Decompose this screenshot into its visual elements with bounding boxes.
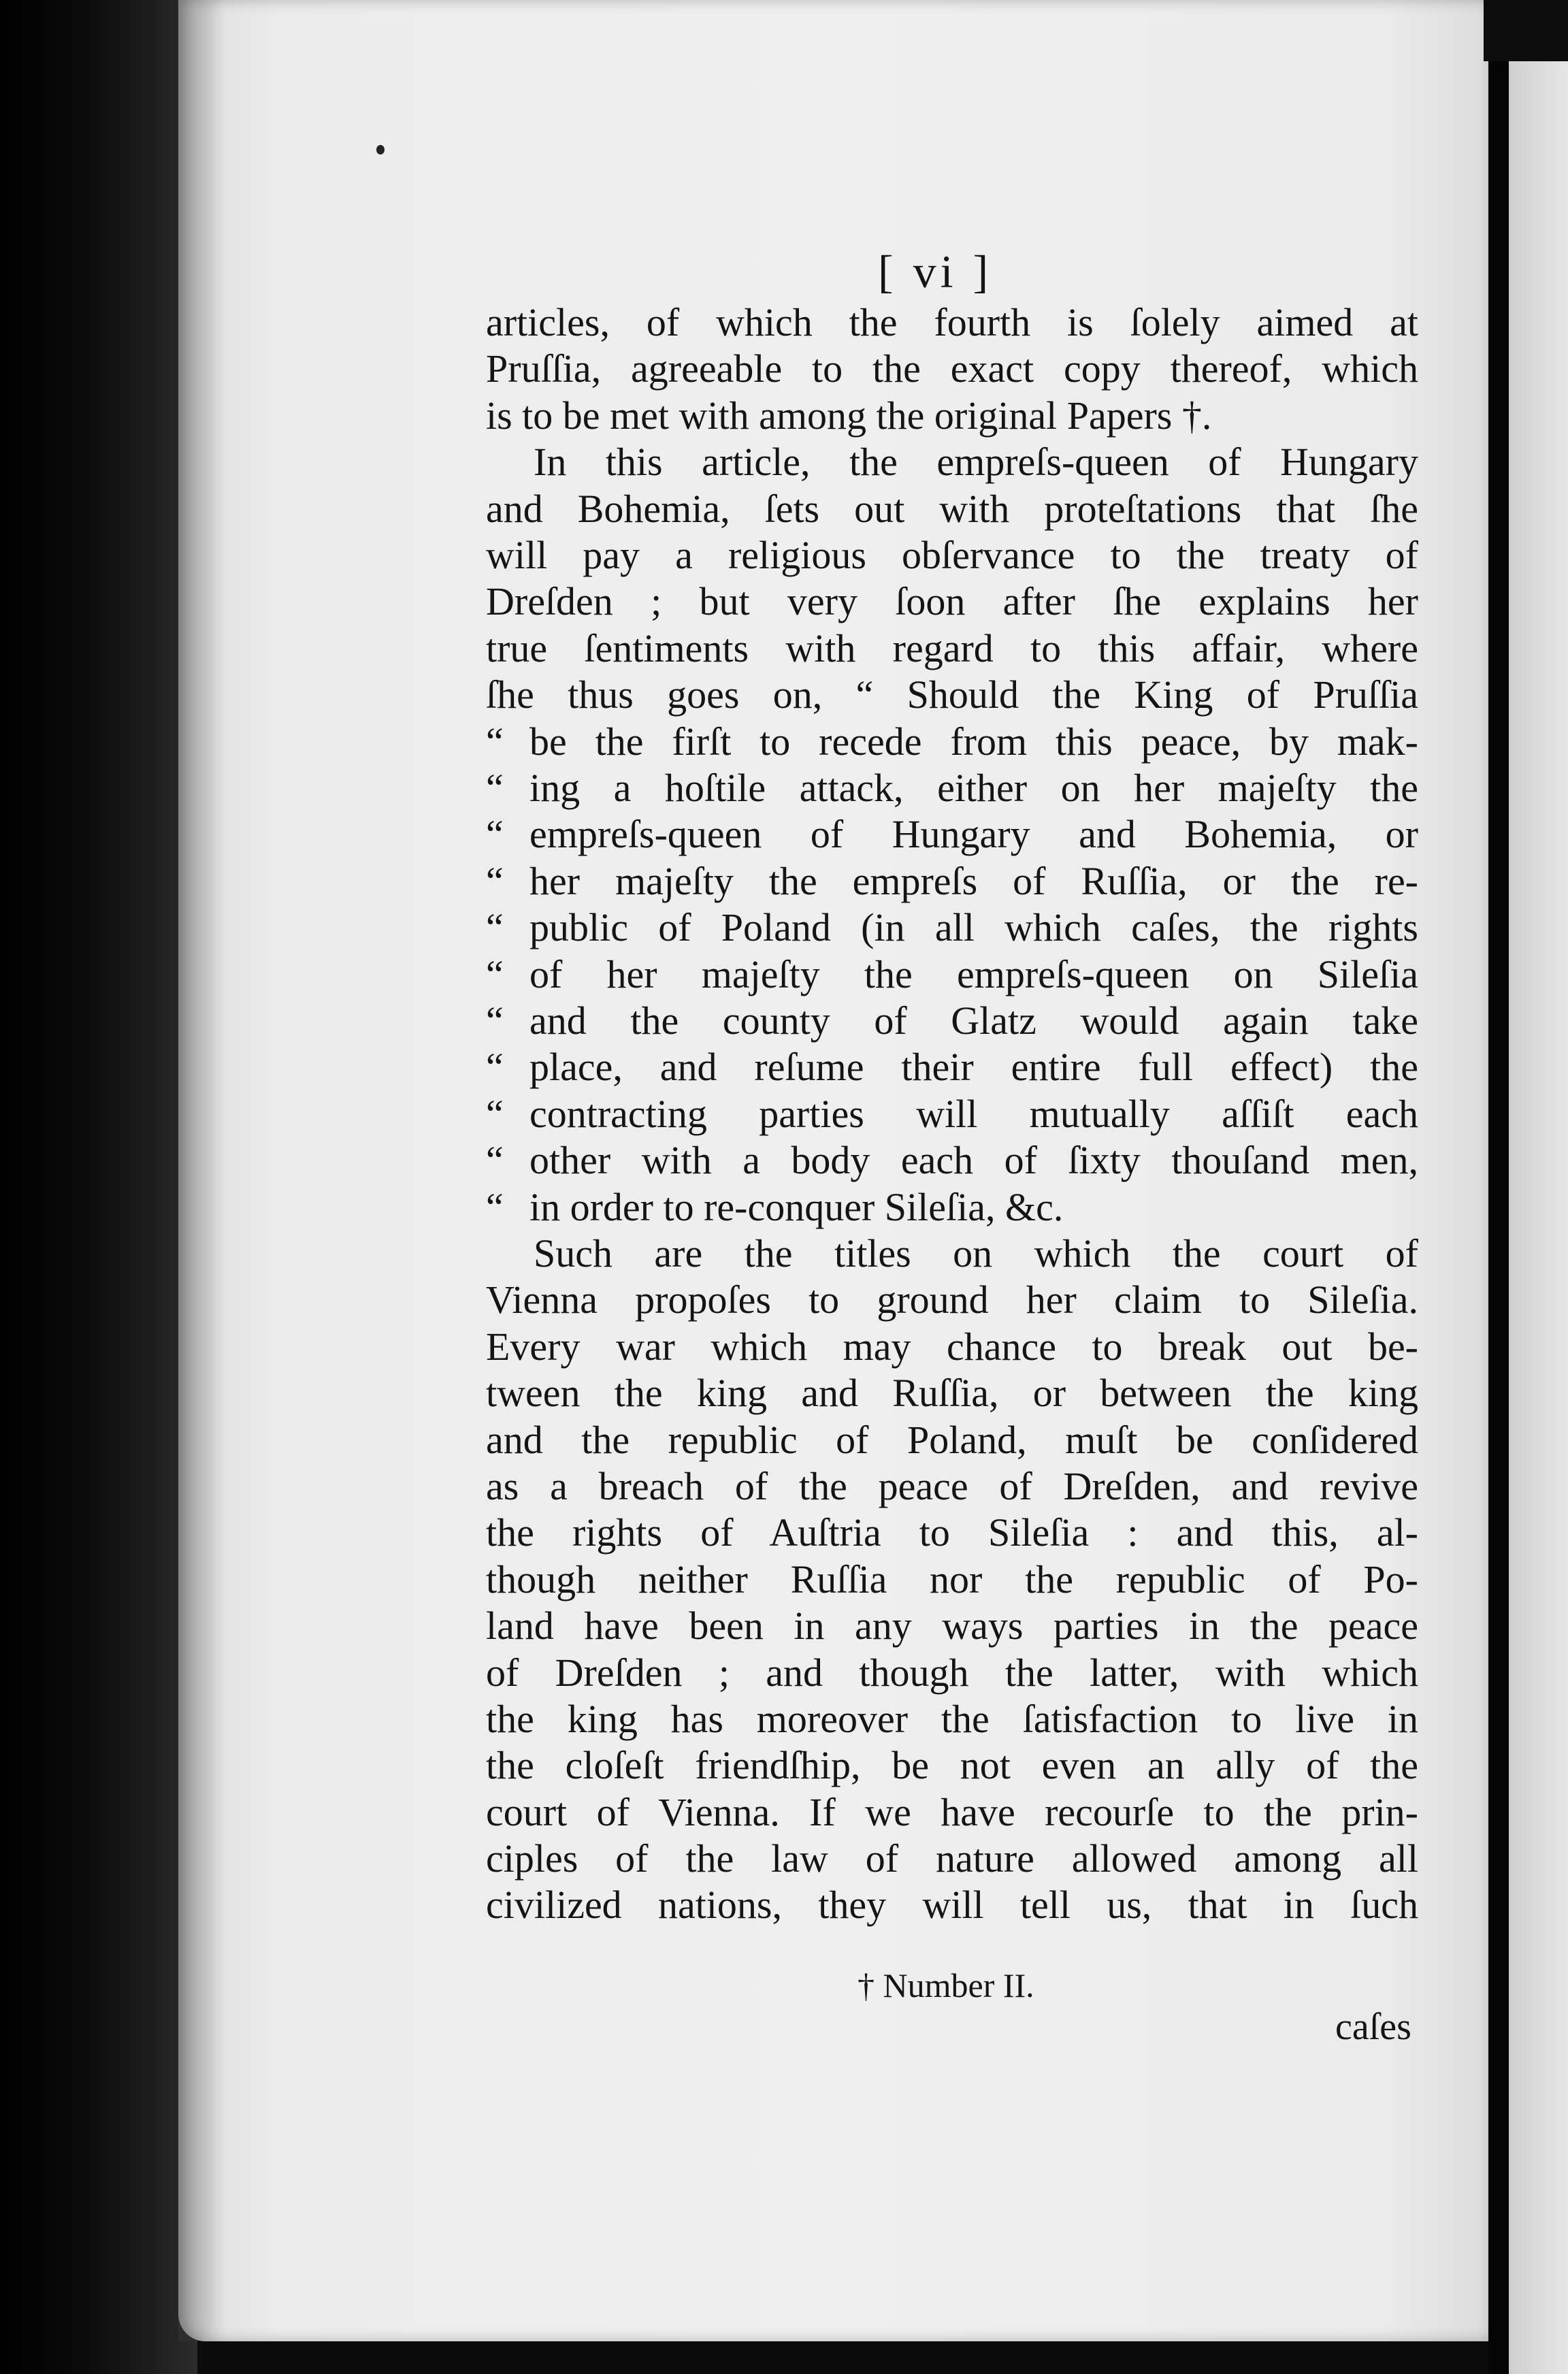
quote-line xyxy=(486,1091,1418,1137)
quote-mark: “ xyxy=(486,858,504,903)
text-line: place, and reſume their entire full effect) the xyxy=(529,1045,1418,1090)
quote-line xyxy=(486,998,1418,1044)
text-line: is to be met with among the original Papers †. xyxy=(486,393,1212,438)
scan-left-edge xyxy=(0,0,197,2374)
text-line: and Bohemia, ſets out with proteſtations that ſhe xyxy=(486,486,1418,531)
text-line: public of Poland (in all which caſes, the rights xyxy=(529,905,1418,950)
quote-mark: “ xyxy=(486,1091,504,1136)
text-line: empreſs-queen of Hungary and Bohemia, or xyxy=(529,812,1418,857)
catchword: caſes xyxy=(1335,2006,1411,2048)
quote-line xyxy=(486,1184,1418,1231)
text-line: of Dreſden ; and though the latter, with which xyxy=(486,1650,1418,1695)
quote-mark: “ xyxy=(486,998,504,1043)
quote-line xyxy=(486,765,1418,811)
text-line: as a breach of the peace of Dreſden, and revive xyxy=(486,1463,1418,1508)
quote-mark: “ xyxy=(486,719,504,764)
text-line: articles, of which the fourth is ſolely aimed at xyxy=(486,300,1418,344)
text-line: the rights of Auſtria to Sileſia : and this, al- xyxy=(486,1510,1418,1555)
text-line: ſhe thus goes on, “ Should the King of Pruſſia xyxy=(486,672,1418,717)
text-line: Such are the titles on which the court of xyxy=(534,1231,1418,1275)
quote-mark: “ xyxy=(486,1184,504,1229)
quote-line xyxy=(486,1044,1418,1090)
text-line: in order to re-conquer Sileſia, &c. xyxy=(529,1184,1064,1229)
adjacent-page-edge xyxy=(1509,0,1568,2374)
quote-mark: “ xyxy=(486,812,504,857)
text-line: ing a hoſtile attack, either on her majeſty the xyxy=(529,765,1418,810)
text-line: the cloſeſt friendſhip, be not even an ally of the xyxy=(486,1743,1418,1788)
text-line: the king has moreover the ſatisfaction to live in xyxy=(486,1696,1418,1741)
quote-mark: “ xyxy=(486,905,504,950)
text-line: and the county of Glatz would again take xyxy=(529,998,1418,1043)
text-line: Dreſden ; but very ſoon after ſhe explains her xyxy=(486,579,1418,624)
text-line: In this article, the empreſs-queen of Hungary xyxy=(534,440,1418,485)
text-line: will pay a religious obſervance to the treaty of xyxy=(486,532,1418,577)
quote-mark: “ xyxy=(486,1045,504,1090)
quote-line xyxy=(486,719,1418,765)
text-line: land have been in any ways parties in the peace xyxy=(486,1604,1418,1648)
text-line: and the republic of Poland, muſt be conſidered xyxy=(486,1417,1418,1462)
text-line: ciples of the law of nature allowed among all xyxy=(486,1836,1418,1881)
page-shadow xyxy=(178,0,226,2341)
text-line: Every war which may chance to break out be- xyxy=(486,1324,1418,1369)
text-line: of her majeſty the empreſs-queen on Sileſia xyxy=(529,952,1418,996)
text-line: Pruſſia, agreeable to the exact copy thereof, which xyxy=(486,346,1418,391)
text-line: true ſentiments with regard to this affair, where xyxy=(486,625,1418,670)
ink-speck xyxy=(376,145,385,155)
footnote: † Number II. xyxy=(858,1966,1034,2004)
text-line: tween the king and Ruſſia, or between the king xyxy=(486,1371,1418,1416)
quote-line xyxy=(486,811,1418,858)
text-line: be the firſt to recede from this peace, by mak- xyxy=(529,719,1418,764)
text-line: though neither Ruſſia nor the republic of Po- xyxy=(486,1557,1418,1601)
quote-mark: “ xyxy=(486,1138,504,1183)
text-line: Vienna propoſes to ground her claim to Sileſia. xyxy=(486,1278,1418,1322)
page-number-header: [ vi ] xyxy=(878,246,993,297)
body-text xyxy=(486,299,1418,1929)
quote-mark: “ xyxy=(486,952,504,996)
book-gutter xyxy=(1488,0,1509,2374)
text-line: other with a body each of ſixty thouſand men, xyxy=(529,1138,1418,1183)
text-line: court of Vienna. If we have recourſe to the prin- xyxy=(486,1789,1418,1834)
text-line: civilized nations, they will tell us, that in ſuch xyxy=(486,1883,1418,1928)
quote-line xyxy=(486,1137,1418,1184)
quote-line xyxy=(486,952,1418,998)
quote-mark: “ xyxy=(486,765,504,810)
quote-line xyxy=(486,905,1418,951)
scan-corner-shadow xyxy=(1484,0,1568,61)
text-line: contracting parties will mutually aſſiſt each xyxy=(529,1091,1418,1136)
text-line: her majeſty the empreſs of Ruſſia, or the re- xyxy=(529,858,1418,903)
quote-line xyxy=(486,858,1418,905)
